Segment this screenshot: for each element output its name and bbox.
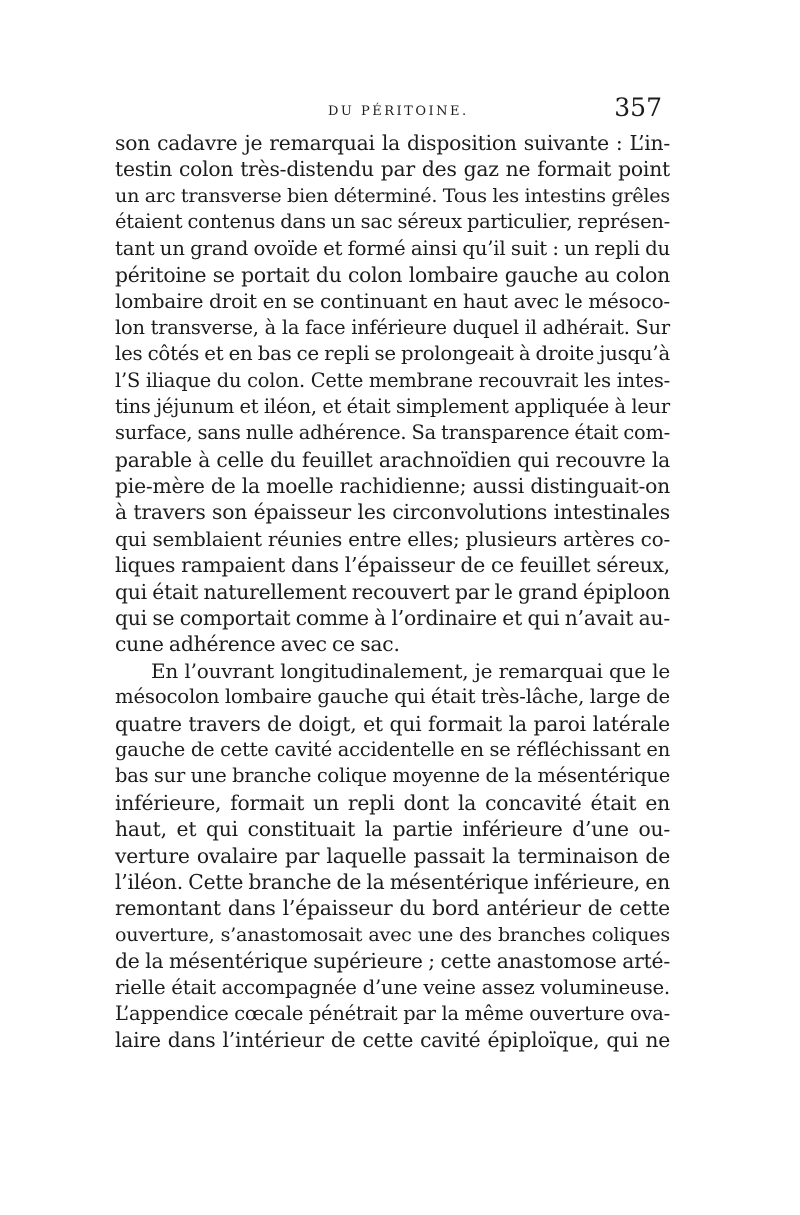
text-line: l’iléon. Cette branche de la mésentérique inférieure, en bbox=[115, 869, 670, 894]
body-text bbox=[115, 130, 670, 1054]
text-line: surface, sans nulle adhérence. Sa transparence était com- bbox=[115, 421, 670, 445]
text-line: tins jéjunum et iléon, et était simplement appliquée à leur bbox=[115, 394, 670, 418]
text-line: parable à celle du feuillet arachnoïdien qui recouvre la bbox=[115, 447, 670, 472]
text-line: rielle était accompagnée d’une veine assez volumineuse. bbox=[115, 975, 670, 999]
text-line: liques rampaient dans l’épaisseur de ce feuillet séreux, bbox=[115, 553, 670, 578]
text-line: haut, et qui constituait la partie inférieure d’une ou- bbox=[115, 817, 670, 842]
text-line: l’S iliaque du colon. Cette membrane recouvrait les intes- bbox=[115, 368, 670, 392]
text-line: pie-mère de la moelle rachidienne; aussi distinguait-on bbox=[115, 474, 670, 499]
text-line: de la mésentérique supérieure ; cette anastomose arté- bbox=[115, 949, 670, 974]
text-line: lombaire droit en se continuant en haut avec le mésoco- bbox=[115, 289, 670, 314]
text-line: testin colon très-distendu par des gaz ne formait point bbox=[115, 157, 670, 182]
text-line: bas sur une branche colique moyenne de la mésentérique bbox=[115, 764, 670, 788]
text-line: remontant dans l’épaisseur du bord antérieur de cette bbox=[115, 896, 670, 921]
text-line: quatre travers de doigt, et qui formait la paroi latérale bbox=[115, 711, 670, 736]
text-line: qui était naturellement recouvert par le grand épiploon bbox=[115, 579, 670, 604]
text-line: étaient contenus dans un sac séreux particulier, représen- bbox=[115, 210, 670, 234]
paragraph-2 bbox=[115, 658, 670, 1054]
text-line: L’appendice cœcale pénétrait par la même ouverture ova- bbox=[115, 1001, 670, 1025]
paragraph-1 bbox=[115, 130, 670, 658]
text-line: cune adhérence avec ce sac. bbox=[115, 632, 400, 657]
text-line: lon transverse, à la face inférieure duquel il adhérait. Sur bbox=[115, 315, 670, 339]
text-line: mésocolon lombaire gauche qui était très-lâche, large de bbox=[115, 685, 670, 709]
text-line: qui se comportait comme à l’ordinaire et qui n’avait au- bbox=[115, 606, 670, 631]
text-line: un arc transverse bien déterminé. Tous les intestins grêles bbox=[115, 183, 670, 207]
text-line: En l’ouvrant longitudinalement, je remarquai que le bbox=[151, 658, 670, 683]
text-line: à travers son épaisseur les circonvolutions intestinales bbox=[115, 500, 670, 525]
text-line: ouverture, s’anastomosait avec une des branches coliques bbox=[115, 922, 670, 946]
running-title: DU PÉRITOINE. bbox=[328, 104, 469, 119]
text-line: laire dans l’intérieur de cette cavité épiploïque, qui ne bbox=[115, 1028, 670, 1053]
text-line: son cadavre je remarquai la disposition suivante : L’in- bbox=[115, 131, 670, 155]
text-line: verture ovalaire par laquelle passait la terminaison de bbox=[115, 843, 670, 868]
text-line: gauche de cette cavité accidentelle en se réfléchissant en bbox=[115, 737, 670, 761]
text-line: péritoine se portait du colon lombaire gauche au colon bbox=[115, 262, 670, 287]
running-head bbox=[115, 90, 670, 130]
text-line: tant un grand ovoïde et formé ainsi qu’il suit : un repli du bbox=[115, 236, 670, 260]
text-line: inférieure, formait un repli dont la concavité était en bbox=[115, 790, 670, 815]
page-number: 357 bbox=[614, 93, 662, 122]
text-line: qui semblaient réunies entre elles; plusieurs artères co- bbox=[115, 526, 670, 551]
text-line: les côtés et en bas ce repli se prolongeait à droite jusqu’à bbox=[115, 342, 670, 366]
